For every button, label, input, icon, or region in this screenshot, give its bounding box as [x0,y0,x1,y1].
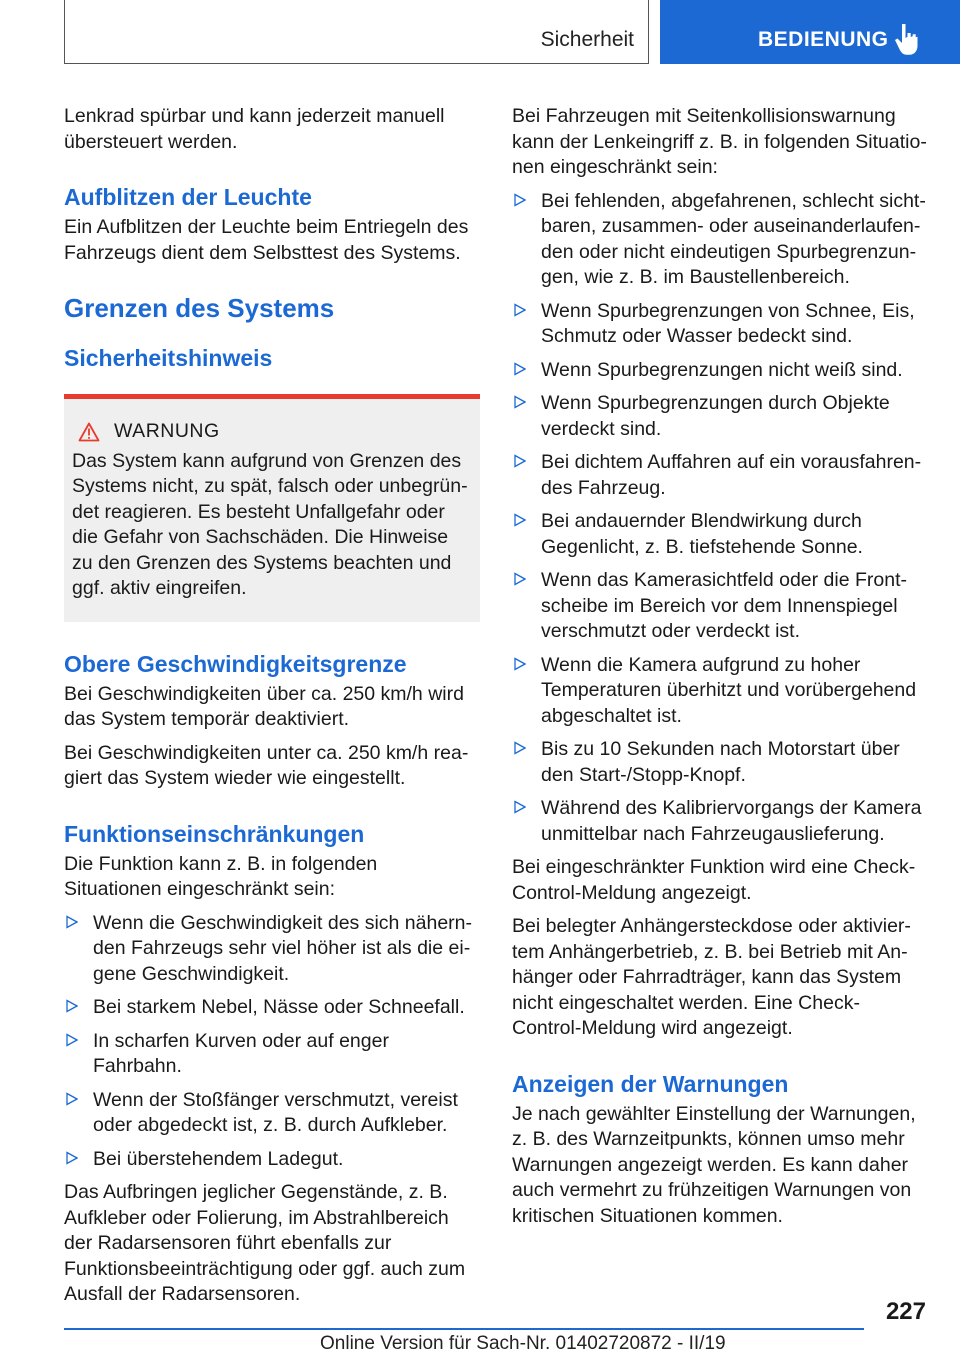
intro-paragraph: Lenkrad spürbar und kann jederzeit manuell übersteuert werden. [64,105,445,153]
bullet-triangle-icon [514,303,526,317]
bullet-triangle-icon [514,572,526,586]
bullet-triangle-icon [66,915,78,929]
footer-online-version: Online Version für Sach-Nr. 01402720872 - II/19 [320,1333,726,1354]
bullet-triangle-icon [514,454,526,468]
list-item [512,568,928,645]
bullet-triangle-icon [514,362,526,376]
list-item [64,995,480,1021]
header-chapter-tab [660,0,960,64]
header-section-tab [64,0,649,64]
list-item [512,509,928,560]
speed-paragraph-2: Bei Geschwindigkeiten unter ca. 250 km/h reagiert das System wieder wie eingestellt. [64,741,469,789]
list-item [512,299,928,350]
list-item-text: Bei fehlenden, abgefahrenen, schlecht sichtbaren, zusammen- oder auseinanderlaufenden oder nicht eindeutigen Spurbegrenzungen, wie z. B. im Baustellenbereich. [541,189,926,288]
footer-divider [64,1328,864,1330]
warning-title: WARNUNG [114,420,220,442]
heading-safety: Sicherheitshinweis [64,345,273,371]
list-item-text: Bis zu 10 Sekunden nach Motorstart über den Start-/Stopp-Knopf. [541,738,900,786]
bullet-triangle-icon [66,1151,78,1165]
bullet-triangle-icon [66,999,78,1013]
list-item-text: Wenn das Kamerasichtfeld oder die Frontscheibe im Bereich vor dem Innenspiegel verschmutzt oder verdeckt ist. [541,569,907,642]
heading-speed: Obere Geschwindigkeitsgrenze [64,650,407,677]
list-item [64,1147,480,1173]
list-item [512,450,928,501]
list-item-text: Wenn Spurbegrenzungen von Schnee, Eis, Schmutz oder Wasser bedeckt sind. [541,299,915,347]
list-item-text: Wenn die Kamera aufgrund zu hoher Temperaturen überhitzt und vorübergehend abgeschaltet ist. [541,653,917,727]
list-item-text: Bei überstehendem Ladegut. [93,1147,344,1170]
warning-box [64,394,480,622]
bullet-triangle-icon [514,193,526,207]
bullet-triangle-icon [514,395,526,409]
right-bullet-list [512,189,928,848]
bullet-triangle-icon [66,1033,78,1047]
heading-functions: Funktionseinschränkungen [64,820,365,847]
display-paragraph: Je nach gewählter Einstellung der Warnungen, z. B. des Warnzeitpunkts, können umso mehr Warnungen angezeigt werden. Es kann daher auch vermehrt zu frühzeitigen Warnungen von kritischen Situationen kommen. [512,1102,916,1227]
chapter-title: BEDIENUNG [758,28,889,51]
radar-paragraph: Das Aufbringen jeglicher Gegenstände, z. B. Aufkleber oder Folierung, im Abstrahlbereich der Radarsensoren führt ebenfalls zur Funktionsbeeinträchtigung oder ggf. auch zum Ausfall der Radarsensoren. [64,1181,466,1305]
list-item-text: In scharfen Kurven oder auf enger Fahrbahn. [93,1029,389,1077]
list-item [512,358,928,384]
list-item-text: Wenn Spurbegrenzungen durch Objekte verdeckt sind. [541,392,890,440]
list-item [512,737,928,788]
list-item [64,1029,480,1080]
list-item [512,653,928,730]
list-item-text: Wenn Spurbegrenzungen nicht weiß sind. [541,358,903,381]
hand-pointer-icon [892,22,922,56]
section-title: Sicherheit [540,28,634,51]
functions-paragraph: Die Funktion kann z. B. in folgenden Situationen eingeschränkt sein: [64,852,378,900]
list-item-text: Bei starkem Nebel, Nässe oder Schneefall. [93,996,465,1018]
list-item-text: Wenn der Stoßfänger verschmutzt, vereist oder abgedeckt ist, z. B. durch Aufkleber. [93,1088,458,1136]
list-item [512,796,928,847]
list-item-text: Bei dichtem Auffahren auf ein vorausfahrendes Fahrzeug. [541,451,922,499]
bullet-triangle-icon [514,800,526,814]
heading-display-warnings: Anzeigen der Warnungen [512,1070,789,1097]
right-intro-paragraph: Bei Fahrzeugen mit Seitenkollisionswarnung kann der Lenkeingriff z. B. in folgenden Situationen eingeschränkt sein: [512,105,927,178]
trailer-paragraph: Bei belegter Anhängersteckdose oder aktiviertem Anhängerbetrieb, z. B. bei Betrieb mit Anhänger oder Fahrradträger, kann das System nicht eingeschaltet werden. Eine Check-Control-Meldung wird angezeigt. [512,915,911,1039]
bullet-triangle-icon [514,513,526,527]
speed-paragraph-1: Bei Geschwindigkeiten über ca. 250 km/h wird das System temporär deaktiviert. [64,682,464,730]
left-bullet-list [64,911,480,1173]
bullet-triangle-icon [66,1092,78,1106]
right-column [512,104,928,1237]
heading-flash: Aufblitzen der Leuchte [64,184,312,210]
list-item [64,1088,480,1139]
warning-text: Das System kann aufgrund von Grenzen des Systems nicht, zu spät, falsch oder unbegründet reagieren. Es besteht Unfallgefahr oder die Gefahr von Sachschäden. Die Hinweise zu den Grenzen des Systems beachten und ggf. aktiv eingreifen. [72,449,468,599]
flash-paragraph: Ein Aufblitzen der Leuchte beim Entriegeln des Fahrzeugs dient dem Selbsttest des Systems. [64,216,469,264]
warning-triangle-icon [78,422,100,442]
bullet-triangle-icon [514,657,526,671]
page-number: 227 [885,1298,926,1325]
check-control-paragraph: Bei eingeschränkter Funktion wird eine Check-Control-Meldung angezeigt. [512,856,916,904]
list-item-text: Bei andauernder Blendwirkung durch Gegenlicht, z. B. tiefstehende Sonne. [541,510,863,558]
list-item [64,911,480,988]
list-item-text: Während des Kalibriervorgangs der Kamera unmittelbar nach Fahrzeugauslieferung. [541,797,922,845]
left-column [64,104,480,1316]
list-item-text: Wenn die Geschwindigkeit des sich nähernden Fahrzeugs sehr viel höher ist als die eigene Geschwindigkeit. [93,911,473,985]
heading-limits: Grenzen des Systems [64,293,335,323]
list-item [512,189,928,291]
bullet-triangle-icon [514,741,526,755]
list-item [512,391,928,442]
